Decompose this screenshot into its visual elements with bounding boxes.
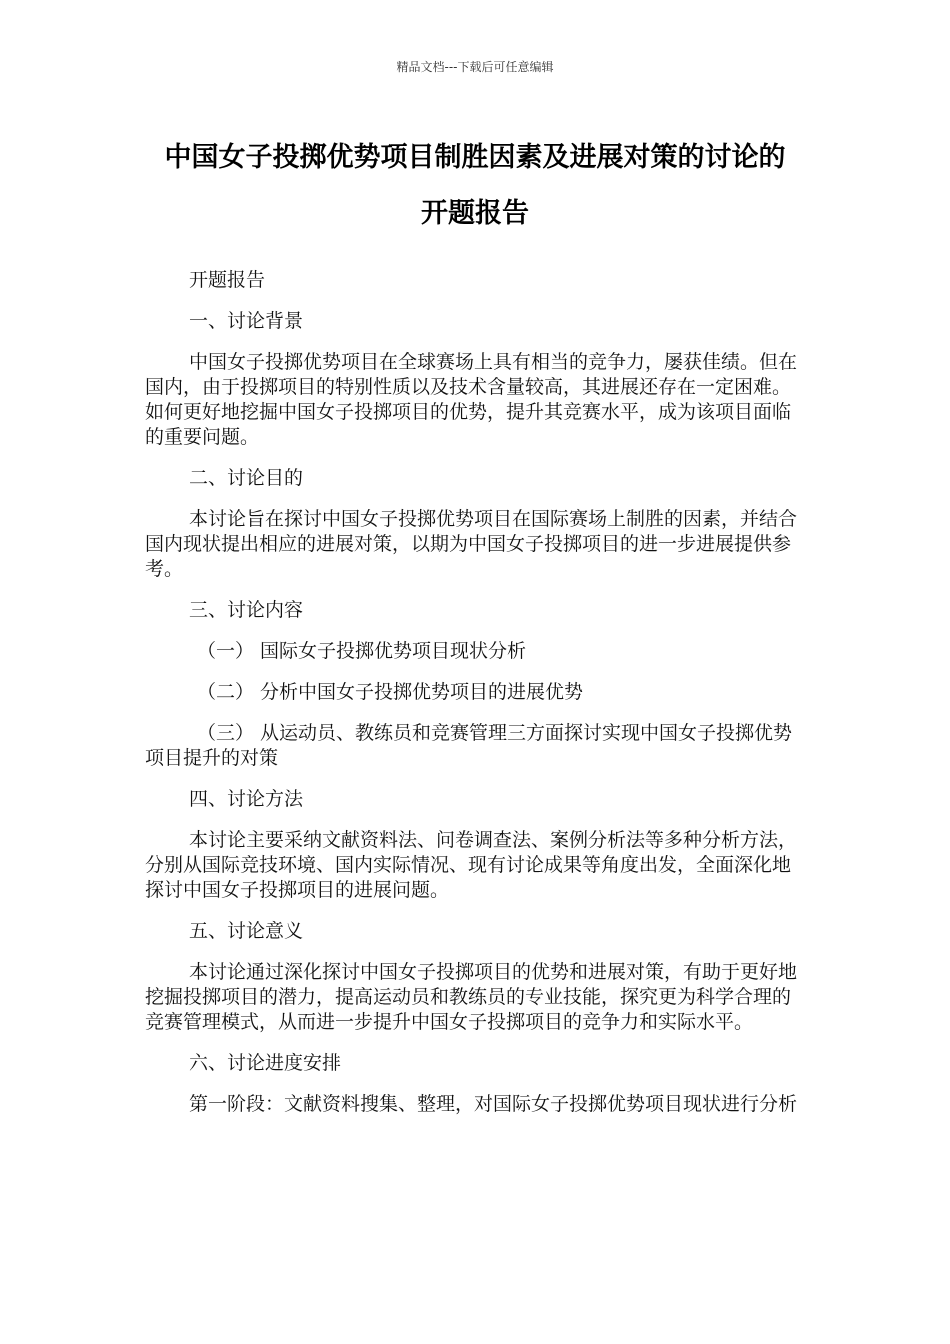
document-title xyxy=(130,130,820,242)
paragraph-purpose: 本讨论旨在探讨中国女子投掷优势项目在国际赛场上制胜的因素，并结合国内现状提出相应的进展对策，以期为中国女子投掷项目的进一步进展提供参考。 xyxy=(145,508,798,580)
paragraph-background: 中国女子投掷优势项目在全球赛场上具有相当的竞争力，屡获佳绩。但在国内，由于投掷项目的特别性质以及技术含量较高，其进展还存在一定困难。如何更好地挖掘中国女子投掷项目的优势，提升其竞赛水平，成为该项目面临的重要问题。 xyxy=(145,351,798,448)
content-item-2: （二） 分析中国女子投掷优势项目的进展优势 xyxy=(197,681,584,703)
content-item-3: （三） 从运动员、教练员和竞赛管理三方面探讨实现中国女子投掷优势项目提升的对策 xyxy=(145,722,793,769)
header-note: 精品文档---下载后可任意编辑 xyxy=(396,60,554,74)
section-heading-schedule: 六、讨论进度安排 xyxy=(189,1052,342,1074)
section-heading-background: 一、讨论背景 xyxy=(189,310,304,332)
paragraph-schedule-stage-1: 第一阶段：文献资料搜集、整理，对国际女子投掷优势项目现状进行分析 xyxy=(189,1093,798,1115)
paragraph-significance: 本讨论通过深化探讨中国女子投掷项目的优势和进展对策，有助于更好地挖掘投掷项目的潜力，提高运动员和教练员的专业技能，探究更为科学合理的竞赛管理模式，从而进一步提升中国女子投掷项目的竞争力和实际水平。 xyxy=(145,961,798,1033)
section-heading-significance: 五、讨论意义 xyxy=(189,920,304,942)
section-heading-content: 三、讨论内容 xyxy=(189,599,304,621)
paragraph-method: 本讨论主要采纳文献资料法、问卷调查法、案例分析法等多种分析方法，分别从国际竞技环境、国内实际情况、现有讨论成果等角度出发，全面深化地探讨中国女子投掷项目的进展问题。 xyxy=(145,829,798,901)
content-item-1: （一） 国际女子投掷优势项目现状分析 xyxy=(197,640,527,662)
title-line-1: 中国女子投掷优势项目制胜因素及进展对策的讨论的 xyxy=(164,142,786,173)
document-body xyxy=(145,268,805,1133)
section-label: 开题报告 xyxy=(189,269,266,291)
section-heading-method: 四、讨论方法 xyxy=(189,788,304,810)
title-line-2: 开题报告 xyxy=(421,198,529,229)
section-heading-purpose: 二、讨论目的 xyxy=(189,467,304,489)
